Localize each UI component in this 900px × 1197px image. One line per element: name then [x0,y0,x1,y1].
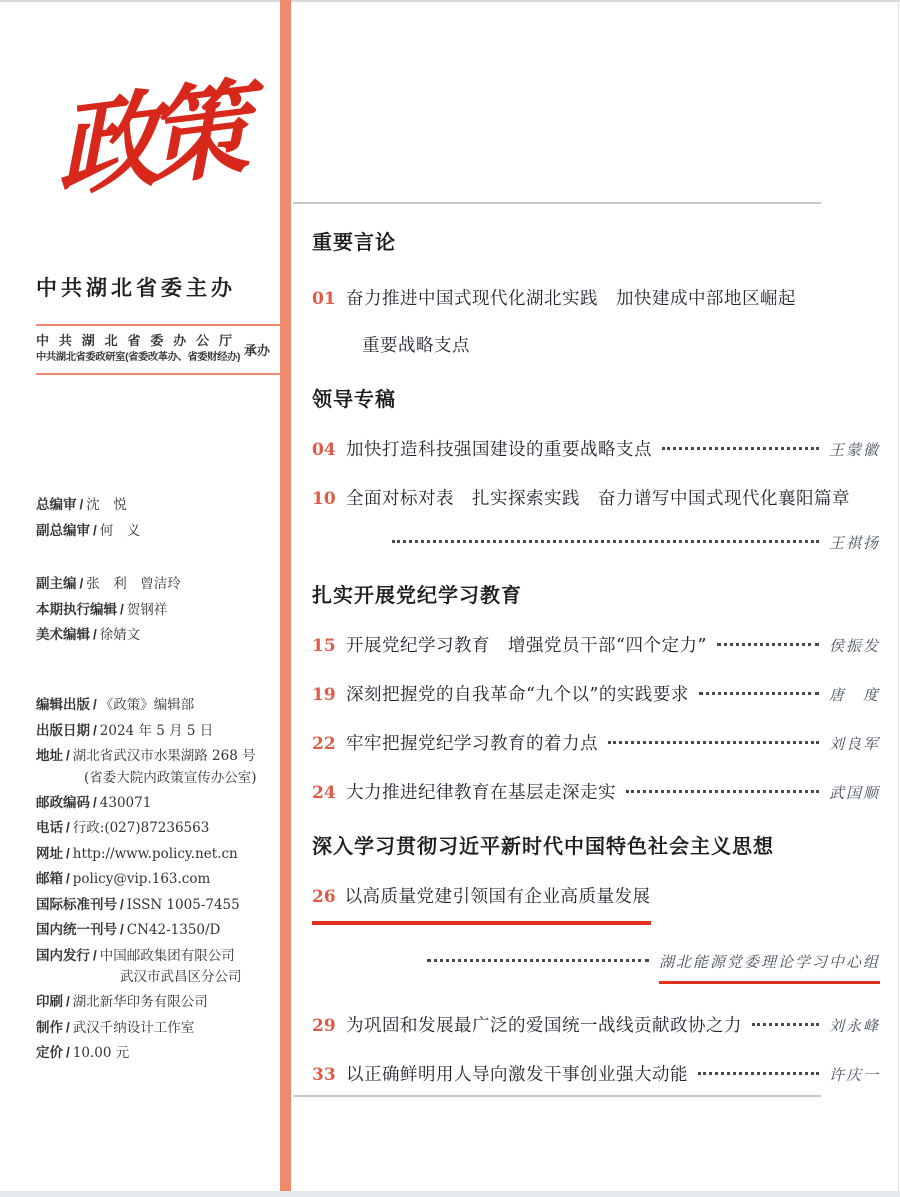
dot-leader [608,741,819,744]
toc-page-number: 10 [312,489,336,509]
publication-label: 邮政编码 [36,794,90,810]
publication-value: 《政策》编辑部 [99,697,195,713]
separator: / [120,922,124,937]
toc-item-continuation [312,332,880,357]
toc-item-title: 牢牢把握党纪学习教育的着力点 [346,734,598,754]
separator: / [66,871,70,886]
separator: / [93,627,97,642]
staff-row [36,497,296,514]
toc-section-title: 重要言论 [312,232,396,254]
staff-value: 贺钢祥 [126,601,168,618]
publication-label: 国际标准刊号 [36,896,117,912]
separator: / [93,794,97,810]
staff-label: 本期执行编辑 [36,601,117,617]
publication-label: 国内统一刊号 [36,922,117,937]
publication-row [36,748,296,765]
toc-page-number: 26 [312,887,336,907]
separator: / [66,820,70,835]
staff-row [36,523,296,540]
separator: / [66,1045,70,1060]
dot-leader [717,643,819,646]
separator: / [66,1019,70,1035]
separator: / [66,748,70,763]
undertaker-suffix: 承办 [244,342,271,358]
toc-item-title: 全面对标对表 扎实探索实践 奋力谱写中国式现代化襄阳篇章 [346,489,850,509]
toc-item-title-line2: 重要战略支点 [362,336,470,356]
publication-value: 武汉千纳设计工作室 [72,1019,195,1036]
publication-label: 地址 [36,748,63,763]
staff-value: 沈 悦 [86,497,127,513]
staff-block [36,497,296,653]
separator: / [93,722,97,738]
publication-row [36,723,296,740]
separator: / [93,947,97,963]
toc-item-title: 加快打造科技强国建设的重要战略支点 [346,440,652,460]
staff-label: 副主编 [36,576,77,591]
red-underline-title [312,883,651,925]
toc-section-title: 深入学习贯彻习近平新时代中国特色社会主义思想 [312,836,774,858]
toc-item-title: 以正确鲜明用人导向激发干事创业强大动能 [346,1065,688,1085]
toc-item-title: 以高质量党建引领国有企业高质量发展 [344,887,651,907]
publication-row-continuation [36,770,296,786]
separator: / [79,497,84,512]
undertaker-lines [36,332,240,366]
publication-row [36,994,296,1011]
publication-label: 网址 [36,845,63,861]
toc-author: 刘良军 [828,735,880,753]
publication-row [36,922,296,939]
publication-block [36,697,296,1071]
dot-leader [698,1072,819,1075]
publication-row [36,697,296,714]
toc-item-title: 奋力推进中国式现代化湖北实践 加快建成中部地区崛起 [346,289,796,309]
publication-label: 邮箱 [36,871,63,886]
publication-value: 湖北省武汉市水果湖路 268 号 [72,748,256,764]
staff-value: 张 利 曾洁玲 [86,576,181,592]
toc-page-number: 01 [312,289,336,309]
toc-author: 王祺扬 [828,534,880,552]
staff-row [36,602,296,619]
separator: / [120,896,124,912]
toc-page-number: 24 [312,783,336,803]
toc-author: 唐 度 [828,686,880,704]
staff-row [36,576,296,593]
staff-label: 总编审 [36,497,77,512]
undertaker-line1: 中共湖北省委办公厅 [36,333,232,348]
publication-label: 国内发行 [36,947,90,963]
publication-label: 印刷 [36,994,63,1009]
price-value: 10.00 元 [72,1045,130,1061]
dot-leader [626,790,819,793]
publication-value: 行政:(027)87236563 [72,820,210,836]
staff-row [36,627,296,644]
publication-row-continuation [36,969,296,985]
toc-author: 王蒙徽 [828,441,880,459]
toc-item [312,485,880,510]
separator: / [120,601,124,617]
publication-value: 430071 [99,794,152,811]
magazine-logo: 政策 [53,66,239,213]
staff-group-gap [36,548,296,576]
toc-author: 武国顺 [828,784,880,802]
organizer-line: 中共湖北省委主办 [36,275,236,300]
toc-item [312,436,880,461]
toc-item [312,632,880,657]
toc-item [312,779,880,804]
toc-section-title: 扎实开展党纪学习教育 [312,585,522,607]
page-bottom-edge [0,1191,900,1197]
publication-label: 制作 [36,1019,63,1035]
staff-label: 副总编审 [36,522,90,538]
publication-value: 武汉市武昌区分公司 [120,969,242,985]
publication-row [36,948,296,965]
dot-leader [699,692,819,695]
toc-page-number: 33 [312,1065,336,1085]
toc-item [312,1012,880,1037]
dot-leader [427,959,649,962]
publication-row [36,820,296,837]
toc-author-underlined: 湖北能源党委理论学习中心组 [659,951,880,984]
website-url: http://www.policy.net.cn [72,845,238,862]
toc-top-rule [293,202,821,204]
dot-leader [662,447,819,450]
toc-author: 许庆一 [828,1066,880,1084]
toc-author: 刘永峰 [828,1017,880,1035]
toc-page-number: 22 [312,734,336,754]
toc-item-continuation [312,532,880,553]
toc-item [312,285,880,310]
separator: / [93,697,97,712]
issn-number: ISSN 1005-7455 [126,896,240,913]
toc-item-title: 大力推进纪律教育在基层走深走实 [346,783,616,803]
publication-label: 定价 [36,1045,63,1060]
undertaker-box [36,324,280,375]
toc-page-number: 29 [312,1016,336,1036]
staff-value: 何 义 [99,522,141,539]
publication-row [36,795,296,812]
toc-bottom-rule [293,1095,821,1097]
separator: / [66,994,70,1009]
toc-item-continuation [312,951,880,984]
separator: / [79,576,84,591]
toc-page-number: 19 [312,685,336,705]
toc-item [312,1061,880,1086]
email-address: policy@vip.163.com [72,871,211,887]
page-top-edge [0,0,900,2]
cn-number: CN42-1350/D [126,922,221,938]
toc-page-number: 15 [312,636,336,656]
publication-value: (省委大院内政策宣传办公室) [84,769,257,786]
table-of-contents [312,210,880,1086]
publication-row [36,897,296,914]
toc-item [312,730,880,755]
publication-label: 电话 [36,820,63,835]
publication-value: 2024 年 5 月 5 日 [99,722,214,739]
separator: / [66,845,70,861]
dot-leader [392,540,819,543]
toc-section-title: 领导专稿 [312,389,396,411]
toc-author: 侯振发 [828,637,880,655]
dot-leader [752,1023,819,1026]
undertaker-line2: 中共湖北省委政研室(省委改革办、省委财经办) [36,352,240,363]
publication-value: 中国邮政集团有限公司 [99,947,235,964]
publication-row [36,1045,296,1062]
publication-label: 出版日期 [36,722,90,738]
publication-value: 湖北新华印务有限公司 [72,994,208,1010]
toc-item-highlighted [312,883,880,925]
toc-page-number: 04 [312,440,336,460]
staff-label: 美术编辑 [36,627,90,642]
toc-item [312,681,880,706]
toc-item-title: 为巩固和发展最广泛的爱国统一战线贡献政协之力 [346,1016,742,1036]
staff-value: 徐婧文 [99,627,141,643]
toc-item-title: 开展党纪学习教育 增强党员干部“四个定力” [346,636,707,656]
page-right-edge [898,0,899,1197]
separator: / [93,522,97,538]
publication-row [36,846,296,863]
publication-label: 编辑出版 [36,697,90,712]
publication-row [36,1020,296,1037]
publication-row [36,871,296,888]
toc-item-title: 深刻把握党的自我革命“九个以”的实践要求 [346,685,689,705]
